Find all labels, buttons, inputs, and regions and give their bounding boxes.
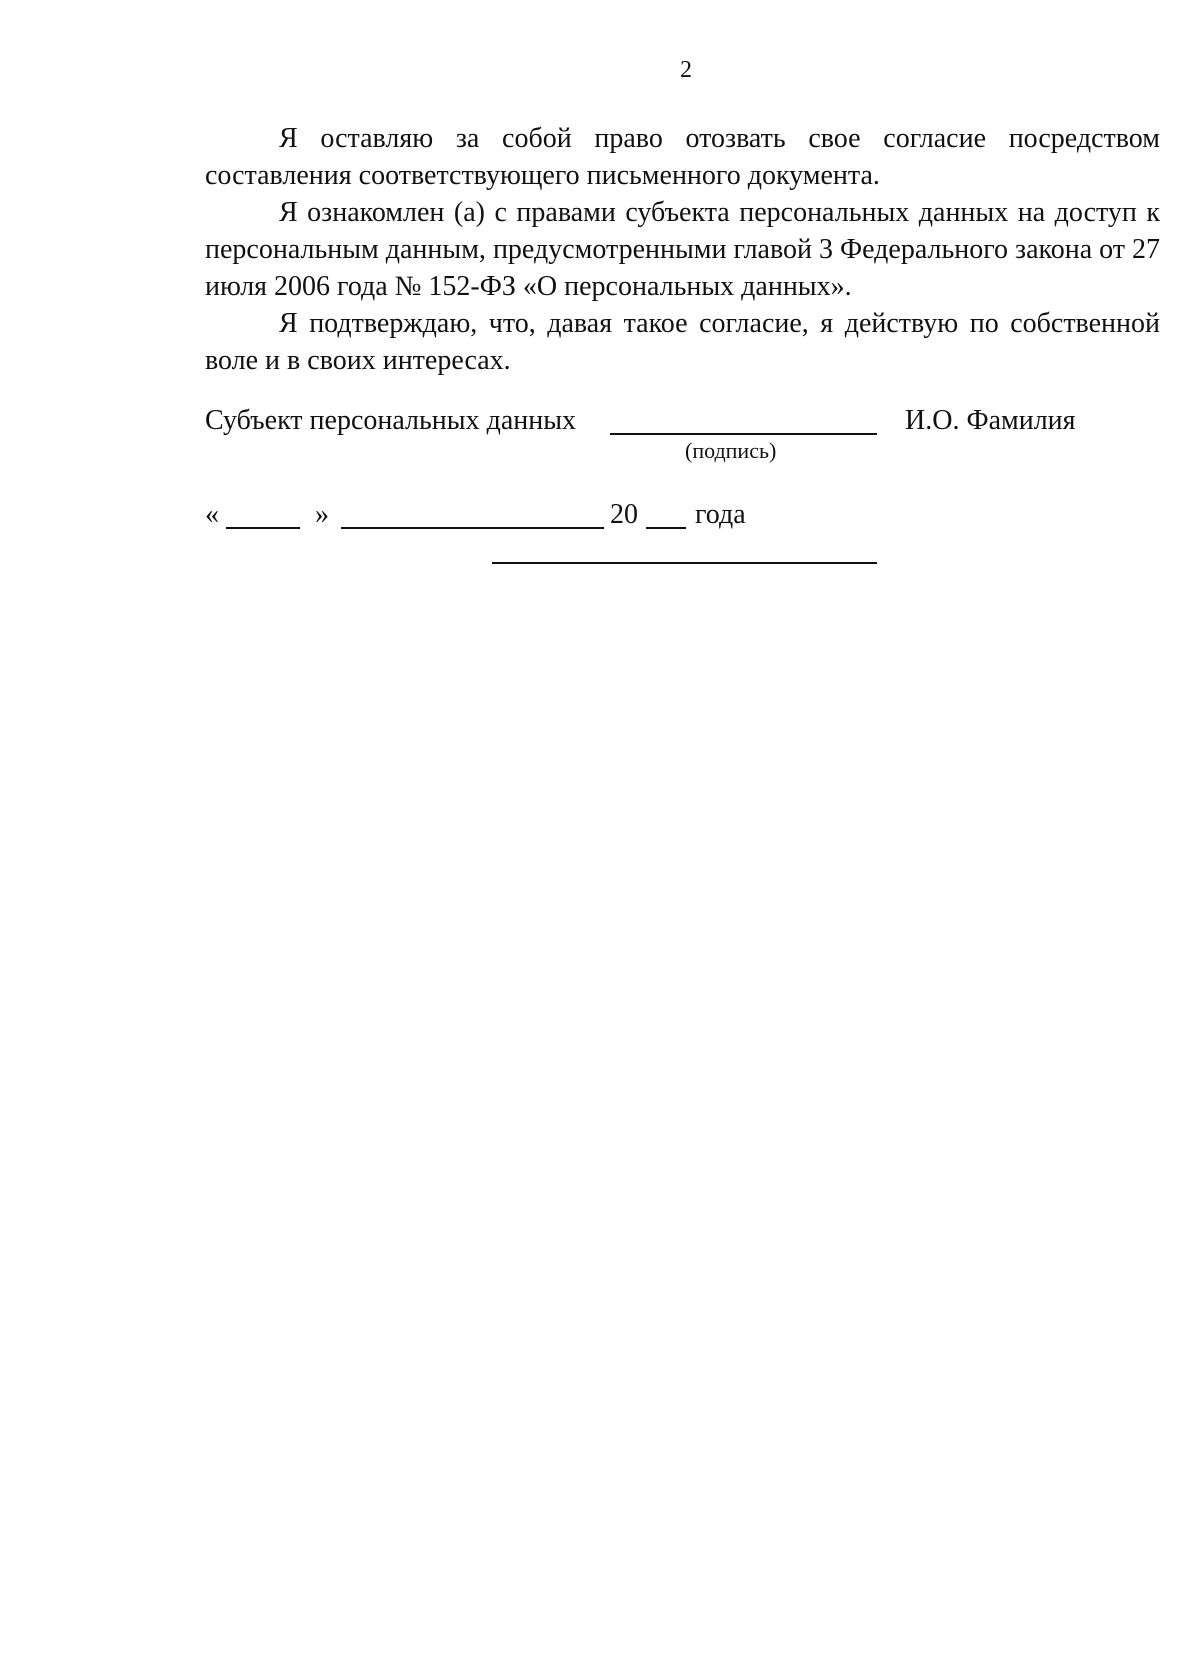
document-body [205, 120, 1160, 379]
bottom-rule [492, 562, 877, 564]
paragraph-rights: Я ознакомлен (а) с правами субъекта персональных данных на доступ к персональным данным, предусмотренными главой 3 Федерального закона от 27 июля 2006 года № 152-ФЗ «О персональных данных». [205, 197, 1160, 302]
month-blank-line [341, 527, 604, 529]
signature-blank-line [610, 433, 877, 435]
paragraph-revocation: Я оставляю за собой право отозвать свое согласие посредством составления соответствующего письменного документа. [205, 123, 1160, 191]
day-blank-line [226, 527, 300, 529]
signature-row [205, 403, 1160, 443]
signature-label: Субъект персональных данных [205, 405, 577, 436]
page-number: 2 [680, 57, 692, 83]
year-blank-line [646, 527, 686, 529]
signatory-name: И.О. Фамилия [905, 405, 1076, 436]
year-prefix: 20 [610, 499, 638, 530]
year-suffix: года [695, 499, 746, 530]
date-close-quote: » [315, 499, 329, 530]
paragraph-confirmation: Я подтверждаю, что, давая такое согласие, я действую по собственной воле и в своих интересах. [205, 308, 1160, 376]
date-open-quote: « [205, 499, 219, 530]
signature-caption: (подпись) [685, 438, 777, 463]
